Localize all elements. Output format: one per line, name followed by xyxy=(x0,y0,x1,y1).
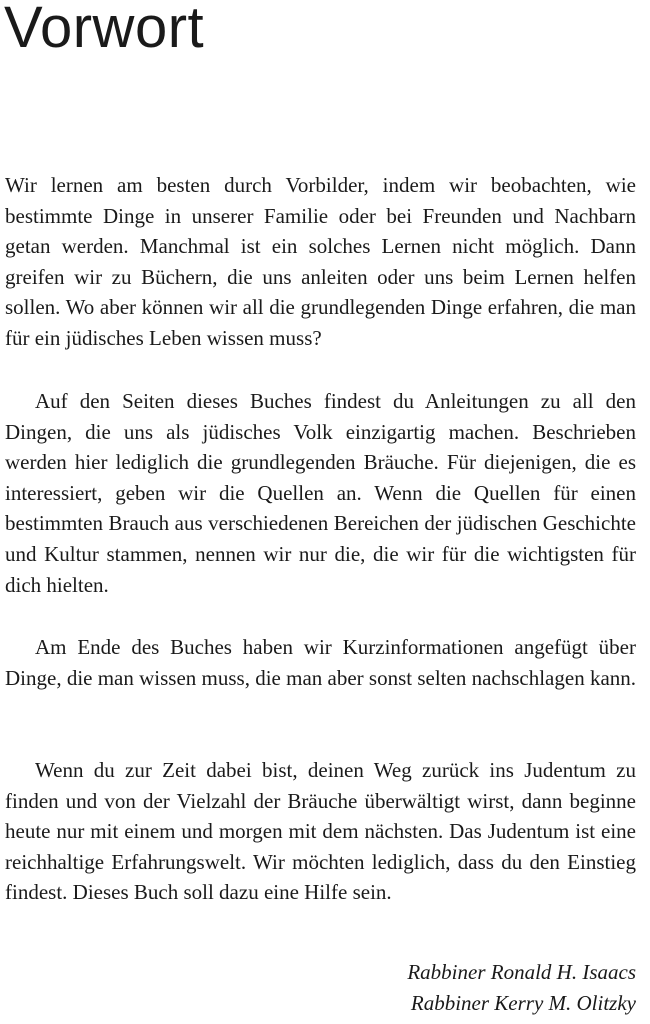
paragraph-4: Wenn du zur Zeit dabei bist, deinen Weg zurück ins Judentum zu finden und von der Vielzahl der Bräuche überwältigt wirst, dann beginne heute nur mit einem und morgen mit dem nächsten. Das Judentum ist eine reichhaltige Erfahrungswelt. Wir möchten lediglich, dass du den Einstieg findest. Dieses Buch soll dazu eine Hilfe sein. xyxy=(5,758,636,905)
signature-author-2: Rabbiner Kerry M. Olitzky xyxy=(410,991,636,1015)
signature-block xyxy=(407,957,636,1019)
paragraph-3: Am Ende des Buches haben wir Kurzinformationen angefügt über Dinge, die man wissen muss, die man aber sonst selten nachschlagen kann. xyxy=(5,635,637,690)
signature-author-1: Rabbiner Ronald H. Isaacs xyxy=(407,960,636,984)
paragraph-1: Wir lernen am besten durch Vorbilder, indem wir beobachten, wie bestimmte Dinge in unserer Familie oder bei Freunden und Nachbarn getan werden. Manchmal ist ein solches Lernen nicht möglich. Dann greifen wir zu Büchern, die uns anleiten oder uns beim Lernen helfen sollen. Wo aber können wir all die grundlegenden Dinge erfahren, die man für ein jüdisches Leben wissen muss? xyxy=(5,173,636,350)
page-title: Vorwort xyxy=(4,0,205,60)
paragraph-2: Auf den Seiten dieses Buches findest du Anleitungen zu all den Dingen, die uns als jüdisches Volk einzigartig machen. Beschrieben werden hier lediglich die grundlegenden Bräuche. Für diejenigen, die es interessiert, geben wir die Quellen an. Wenn die Quellen für einen bestimmten Brauch aus verschiedenen Bereichen der jüdischen Geschichte und Kultur stammen, nennen wir nur die, die wir für die wichtigsten für dich hielten. xyxy=(5,389,636,597)
